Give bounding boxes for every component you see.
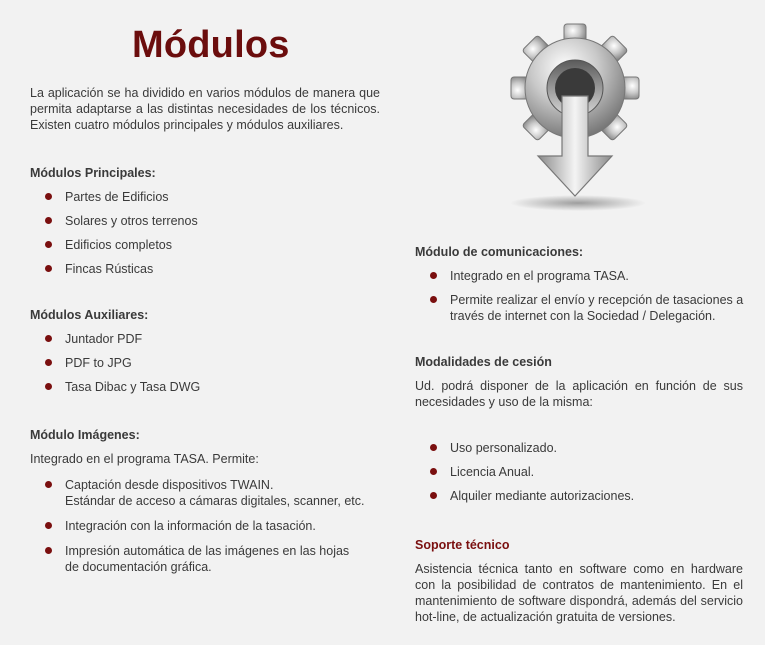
bullet-icon [430,492,437,499]
list-item: Impresión automática de las imágenes en las hojas de documentación gráfica. [30,543,382,575]
section-text: Asistencia técnica tanto en software como en hardware con la posibilidad de contratos de mantenimiento. En el mantenimiento de software dispondrá, además del servicio hot-line, de actualización gratuita de versiones. [415,562,743,624]
list-item: Integrado en el programa TASA. [415,268,745,284]
page-title: Módulos [132,24,290,66]
bullet-icon [45,241,52,248]
bullet-icon [45,383,52,390]
principales-list [30,189,382,277]
list-item: Integración con la información de la tasación. [30,518,382,534]
section-text: Ud. podrá disponer de la aplicación en función de sus necesidades y uso de la misma: [415,379,743,409]
section-text: Integrado en el programa TASA. Permite: [30,452,259,466]
imagenes-list [30,477,382,575]
list-item: Juntador PDF [30,331,382,347]
gear-download-icon [500,18,650,218]
section-heading: Módulo de comunicaciones: [415,245,584,259]
bullet-icon [430,296,437,303]
section-heading: Módulos Principales: [30,166,156,180]
auxiliares-list [30,331,382,395]
section-heading: Soporte técnico [415,538,510,552]
section-auxiliares [30,307,382,395]
bullet-icon [45,481,52,488]
list-item: Permite realizar el envío y recepción de tasaciones a través de internet con la Sociedad / Delegación. [415,292,745,324]
bullet-icon [45,265,52,272]
modalidades-list [415,440,743,504]
list-item: PDF to JPG [30,355,382,371]
bullet-icon [430,272,437,279]
bullet-icon [45,359,52,366]
bullet-icon [45,547,52,554]
section-heading: Módulos Auxiliares: [30,308,149,322]
list-item: Captación desde dispositivos TWAIN. Estándar de acceso a cámaras digitales, scanner, etc. [30,477,382,509]
section-heading: Módulo Imágenes: [30,428,140,442]
intro-paragraph: La aplicación se ha dividido en varios módulos de manera que permita adaptarse a las distintas necesidades de los técnicos. Existen cuatro módulos principales y módulos auxiliares. [30,86,380,132]
bullet-icon [430,468,437,475]
list-item: Partes de Edificios [30,189,382,205]
section-modalidades [415,354,743,504]
list-item: Alquiler mediante autorizaciones. [415,488,743,504]
list-item: Tasa Dibac y Tasa DWG [30,379,382,395]
list-item: Fincas Rústicas [30,261,382,277]
section-soporte [415,537,743,625]
section-comunicaciones [415,244,745,324]
bullet-icon [45,522,52,529]
bullet-icon [430,444,437,451]
list-item: Uso personalizado. [415,440,743,456]
section-heading: Modalidades de cesión [415,355,552,369]
section-principales [30,165,382,277]
bullet-icon [45,335,52,342]
list-item: Licencia Anual. [415,464,743,480]
list-item: Edificios completos [30,237,382,253]
section-imagenes [30,427,382,575]
comunicaciones-list [415,268,745,324]
bullet-icon [45,217,52,224]
bullet-icon [45,193,52,200]
list-item: Solares y otros terrenos [30,213,382,229]
